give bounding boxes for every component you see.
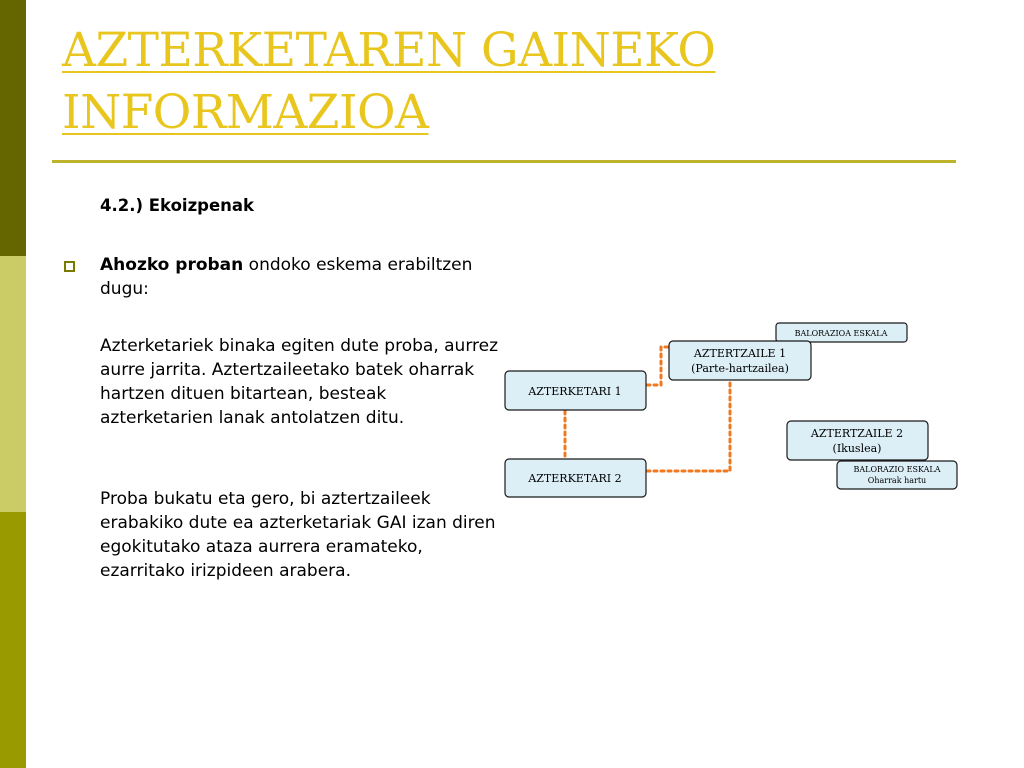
node-aztertzaile-1: [669, 341, 811, 380]
connector-azterketari2-aztertzaile1: [647, 381, 730, 471]
aztertzaile-2-role: (Ikuslea): [832, 442, 882, 455]
aztertzaile-1-role: (Parte-hartzailea): [691, 362, 789, 375]
paragraph-2: Proba bukatu eta gero, bi aztertzaileek erabakiko dute ea azterketariak GAI izan diren egokitutako ataza aurrera eramateko, ezarritako irizpideen arabera.: [100, 489, 496, 581]
balorazioa-top-label: BALORAZIOA ESKALA: [794, 329, 888, 338]
node-balorazioa-top: [776, 323, 907, 342]
azterketari-2-label: AZTERKETARI 2: [528, 472, 622, 485]
paragraph-1: Azterketariek binaka egiten dute proba, aurrez aurre jarrita. Aztertzaileetako batek oharrak hartzen dituen bitartean, besteak azterketarien lanak antolatzen ditu.: [100, 336, 499, 428]
bullet-rest: ondoko eskema erabiltzen dugu:: [100, 255, 473, 299]
node-azterketari-1: [505, 371, 646, 410]
section-heading: 4.2.) Ekoizpenak: [100, 196, 255, 215]
bullet-bold: Ahozko proban: [100, 255, 244, 275]
node-aztertzaile-2: [787, 421, 928, 460]
slide-title-line1: AZTERKETAREN GAINEKO: [62, 23, 716, 78]
aztertzaile-2-label: AZTERTZAILE 2: [810, 427, 904, 440]
node-azterketari-2: [505, 459, 646, 497]
aztertzaile-1-label: AZTERTZAILE 1: [693, 347, 787, 360]
azterketari-1-label: AZTERKETARI 1: [528, 385, 622, 398]
connector-azterketari1-aztertzaile1: [647, 347, 669, 385]
slide-title-line2: INFORMAZIOA: [62, 85, 429, 140]
balorazio-bottom-label: BALORAZIO ESKALA: [853, 465, 941, 474]
node-balorazio-bottom: [837, 461, 957, 489]
balorazio-bottom-sub: Oharrak hartu: [867, 476, 927, 485]
